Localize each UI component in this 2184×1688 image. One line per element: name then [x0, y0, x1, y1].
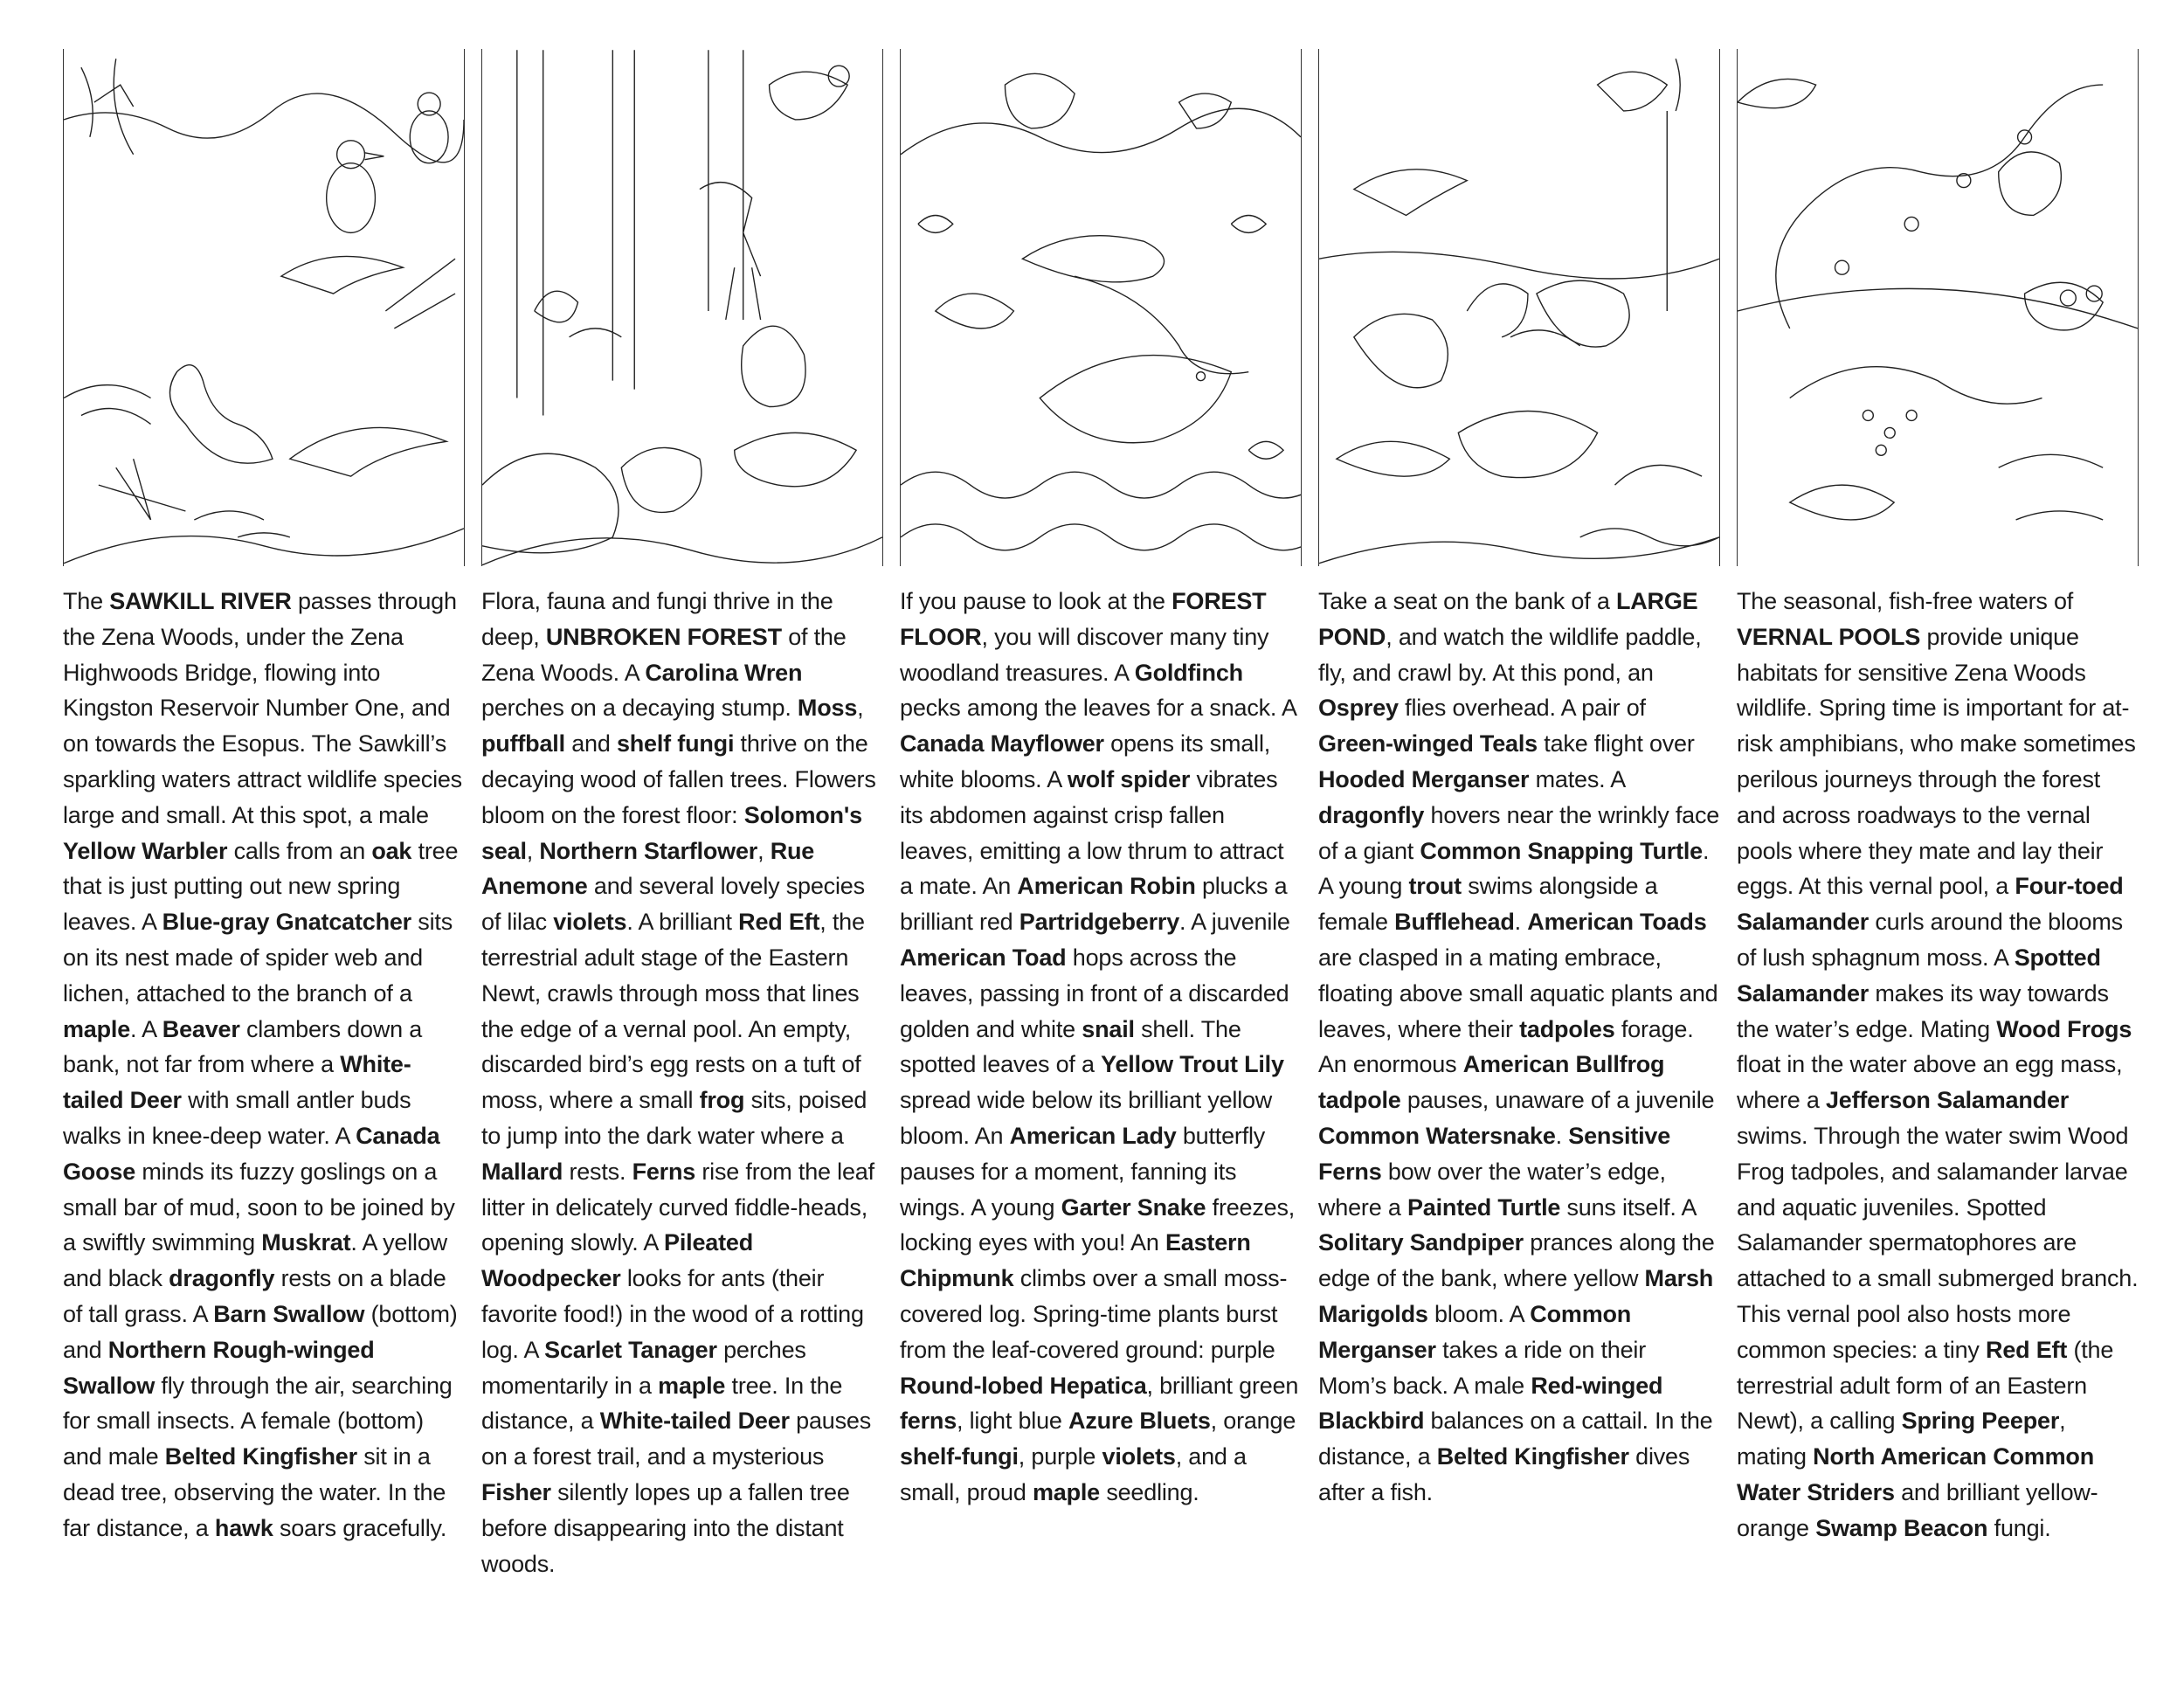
highlighted-term: Sensitive Ferns [1318, 1122, 1671, 1185]
description-text: takes a ride on their Mom’s back. A male [1318, 1336, 1647, 1399]
sawkill-river-illustration [63, 49, 465, 566]
description-text: flies overhead. A pair of [1398, 695, 1646, 722]
description-text: . [1555, 1122, 1569, 1149]
highlighted-term: Solomon's seal [481, 801, 862, 864]
panel-vernal-pools [1737, 49, 2139, 1546]
description-text: prances along the edge of the bank, where yellow [1318, 1229, 1715, 1292]
description-text: pecks among the leaves for a snack. A [900, 695, 1296, 722]
highlighted-term: Rue Anemone [481, 837, 815, 900]
description-text: spread wide below its brilliant yellow bloom. An [900, 1087, 1273, 1149]
description-text: bloom. A [1427, 1300, 1531, 1327]
highlighted-term: Beaver [162, 1015, 240, 1042]
highlighted-term: Partridgeberry [1019, 909, 1180, 936]
description-text: bow over the water’s edge, where a [1318, 1158, 1666, 1221]
description-text: climbs over a small moss-covered log. Spring-time plants burst from the leaf-covered ground: purple [900, 1265, 1288, 1363]
highlighted-term: Spotted Salamander [1737, 944, 2101, 1007]
description-text: clambers down a bank, not far from where a [63, 1015, 423, 1078]
description-text: . A juvenile [1179, 909, 1290, 936]
description-text: freezes, locking eyes with you! An [900, 1193, 1296, 1256]
highlighted-term: Common Snapping Turtle [1420, 837, 1703, 864]
highlighted-term: Hooded Merganser [1318, 765, 1530, 792]
description-text: . [1514, 909, 1528, 936]
description-text: , mating [1737, 1408, 2066, 1470]
description-text: rise from the leaf litter in delicately curved fiddle-heads, opening slowly. A [481, 1158, 874, 1256]
vernal-pools-illustration [1737, 49, 2139, 566]
description-text: , orange [1210, 1408, 1296, 1435]
highlighted-term: shelf-fungi [900, 1443, 1019, 1470]
panel-forest-floor [900, 49, 1302, 1511]
description-text: silently lopes up a fallen tree before disappearing into the distant woods. [481, 1478, 850, 1577]
highlighted-term: Yellow Warbler [63, 837, 228, 864]
description-text: provide unique habitats for sensitive Zena Woods wildlife. Spring time is important for at-risk amphibians, who make sometimes perilous journeys through the forest and across roadways to the vernal pools where they mate and lay their eggs. At this vernal pool, a [1737, 623, 2136, 900]
description-text: are clasped in a mating embrace, floating above small aquatic plants and leaves, where their [1318, 944, 1718, 1042]
description-text: curls around the blooms of lush sphagnum moss. A [1737, 909, 2123, 971]
highlighted-term: Mallard [481, 1158, 563, 1185]
highlighted-term: dragonfly [169, 1265, 275, 1292]
highlighted-term: dragonfly [1318, 801, 1425, 828]
highlighted-term: oak [371, 837, 412, 864]
highlighted-term: maple [63, 1015, 131, 1042]
highlighted-term: White-tailed Deer [63, 1051, 411, 1114]
highlighted-term: Scarlet Tanager [544, 1336, 717, 1363]
highlighted-term: violets [553, 909, 627, 936]
highlighted-term: Barn Swallow [213, 1300, 365, 1327]
description-text: seedling. [1100, 1478, 1199, 1505]
description-text: , you will discover many tiny woodland treasures. A [900, 623, 1269, 686]
highlighted-term: Moss [797, 695, 858, 722]
description-text: The [63, 588, 110, 614]
description-text: opens its small, white blooms. A [900, 730, 1271, 792]
description-text: , [757, 837, 771, 864]
highlighted-term: Spring Peeper [1901, 1408, 2060, 1435]
highlighted-term: Round-lobed Hepatica [900, 1372, 1147, 1399]
highlighted-term: SAWKILL RIVER [109, 588, 292, 614]
large-pond-illustration [1318, 49, 1720, 566]
highlighted-term: Green-winged Teals [1318, 730, 1538, 758]
description-text: sits on its nest made of spider web and lichen, attached to the branch of a [63, 909, 453, 1007]
highlighted-term: Red Eft [738, 909, 820, 936]
description-text: . A yellow and black [63, 1229, 447, 1292]
description-text: plucks a brilliant red [900, 873, 1288, 936]
description-text: and [564, 730, 617, 758]
highlighted-term: Red-winged Blackbird [1318, 1372, 1663, 1435]
description-text: , and a small, proud [900, 1443, 1247, 1505]
highlighted-term: UNBROKEN FOREST [545, 623, 782, 650]
description-text: pauses on a forest trail, and a mysterious [481, 1408, 871, 1470]
description-text: . A brilliant [626, 909, 739, 936]
description-text: suns itself. A [1560, 1193, 1696, 1221]
highlighted-term: American Toads [1527, 909, 1707, 936]
highlighted-term: Wood Frogs [1996, 1015, 2132, 1042]
highlighted-term: Canada Goose [63, 1122, 440, 1185]
highlighted-term: Belted Kingfisher [164, 1443, 357, 1470]
description-text: pauses, unaware of a juvenile [1400, 1087, 1715, 1114]
description-text: forage. An enormous [1318, 1015, 1694, 1078]
description-text: balances on a cattail. In the distance, a [1318, 1408, 1713, 1470]
description-text: , [526, 837, 540, 864]
highlighted-term: wolf spider [1067, 765, 1191, 792]
highlighted-term: Common Merganser [1318, 1300, 1632, 1363]
panel-large-pond [1318, 49, 1720, 1511]
highlighted-term: Painted Turtle [1406, 1193, 1561, 1221]
description-text: , brilliant green [1146, 1372, 1299, 1399]
highlighted-term: Blue-gray Gnatcatcher [162, 909, 411, 936]
description-text: , purple [1018, 1443, 1102, 1470]
description-text: rests on a blade of tall grass. A [63, 1265, 446, 1327]
description-text: passes through the Zena Woods, under the Zena Highwoods Bridge, flowing into Kingston Reservoir Number One, and on towards the Esopus. The Sawkill’s sparkling waters attract wildlife species large and small. At this spot, a male [63, 588, 462, 828]
highlighted-term: Northern Rough-winged Swallow [63, 1336, 375, 1399]
highlighted-term: Belted Kingfisher [1436, 1443, 1629, 1470]
highlighted-term: LARGE POND [1318, 588, 1698, 650]
forest-floor-description [900, 584, 1302, 1511]
highlighted-term: Pileated Woodpecker [481, 1229, 753, 1292]
highlighted-term: hawk [214, 1514, 273, 1541]
highlighted-term: ferns [900, 1408, 957, 1435]
highlighted-term: violets [1102, 1443, 1176, 1470]
highlighted-term: trout [1408, 873, 1462, 900]
description-text: rests. [563, 1158, 632, 1185]
highlighted-term: snail [1082, 1015, 1135, 1042]
description-text: calls from an [227, 837, 372, 864]
description-text: , light blue [957, 1408, 1069, 1435]
highlighted-term: American Robin [1017, 873, 1196, 900]
highlighted-term: Yellow Trout Lily [1101, 1051, 1284, 1078]
unbroken-forest-illustration [481, 49, 883, 566]
description-text: fungi. [1987, 1514, 2051, 1541]
description-text: soars gracefully. [273, 1514, 447, 1541]
description-text: butterfly pauses for a moment, fanning its wings. A young [900, 1122, 1266, 1221]
description-text: , [857, 695, 864, 722]
description-text: sit in a dead tree, observing the water. In the far distance, a [63, 1443, 446, 1541]
description-text: (the terrestrial adult form of an Eastern Newt), a calling [1737, 1336, 2114, 1435]
highlighted-term: Red Eft [1986, 1336, 2068, 1363]
highlighted-term: Common Watersnake [1318, 1122, 1556, 1149]
sawkill-river-description [63, 584, 465, 1546]
description-text: perches momentarily in a [481, 1336, 806, 1399]
description-text: , the terrestrial adult stage of the Eastern Newt, crawls through moss that lines the edge of a vernal pool. An empty, discarded bird’s egg rests on a tuft of moss, where a small [481, 909, 865, 1114]
description-text: take flight over [1537, 730, 1695, 758]
highlighted-term: Goldfinch [1134, 659, 1243, 686]
description-text: dives after a fish. [1318, 1443, 1690, 1505]
highlighted-term: Azure Bluets [1068, 1408, 1211, 1435]
description-text: with small antler buds walks in knee-deep water. A [63, 1087, 411, 1149]
highlighted-term: American Bullfrog tadpole [1318, 1051, 1665, 1114]
description-text: thrive on the decaying wood of fallen trees. Flowers bloom on the forest floor: [481, 730, 876, 828]
panel-sawkill-river [63, 49, 465, 1546]
vernal-pools-description [1737, 584, 2139, 1546]
description-text: shell. The spotted leaves of a [900, 1015, 1241, 1078]
description-text: looks for ants (their favorite food!) in the wood of a rotting log. A [481, 1265, 864, 1363]
highlighted-term: Muskrat [261, 1229, 351, 1256]
description-text: minds its fuzzy goslings on a small bar of mud, soon to be joined by a swiftly swimming [63, 1158, 455, 1256]
highlighted-term: Osprey [1318, 695, 1399, 722]
highlighted-term: Bufflehead [1394, 909, 1515, 936]
description-text: float in the water above an egg mass, where a [1737, 1051, 2123, 1114]
description-text: tree. In the distance, a [481, 1372, 843, 1435]
description-text: swims alongside a female [1318, 873, 1658, 936]
description-text: (bottom) and [63, 1300, 458, 1363]
highlighted-term: maple [658, 1372, 726, 1399]
description-text: and brilliant yellow-orange [1737, 1478, 2098, 1541]
large-pond-description [1318, 584, 1720, 1511]
highlighted-term: maple [1032, 1478, 1101, 1505]
description-text: hovers near the wrinkly face of a giant [1318, 801, 1720, 864]
highlighted-term: Fisher [481, 1478, 551, 1505]
highlighted-term: Canada Mayflower [900, 730, 1104, 758]
highlighted-term: Swamp Beacon [1815, 1514, 1988, 1541]
highlighted-term: Garter Snake [1061, 1193, 1206, 1221]
highlighted-term: American Toad [900, 944, 1067, 971]
description-text: . A young [1318, 837, 1710, 900]
highlighted-term: shelf fungi [616, 730, 735, 758]
highlighted-term: frog [699, 1087, 745, 1114]
highlighted-term: VERNAL POOLS [1737, 623, 1921, 650]
highlighted-term: tadpoles [1519, 1015, 1615, 1042]
description-text: swims. Through the water swim Wood Frog tadpoles, and salamander larvae and aquatic juveniles. Spotted Salamander spermatophores are attached to a small submerged branch. This vernal pool also hosts more common species: a tiny [1737, 1122, 2139, 1363]
description-text: tree that is just putting out new spring leaves. A [63, 837, 459, 936]
description-text: If you pause to look at the [900, 588, 1172, 614]
highlighted-term: Northern Starflower [539, 837, 758, 864]
highlighted-term: Ferns [632, 1158, 696, 1185]
highlighted-term: Jefferson Salamander [1825, 1087, 2070, 1114]
description-text: hops across the leaves, passing in front of a discarded golden and white [900, 944, 1289, 1042]
description-text: , and watch the wildlife paddle, fly, and crawl by. At this pond, an [1318, 623, 1702, 686]
unbroken-forest-description [481, 584, 883, 1581]
highlighted-term: North American Common Water Striders [1737, 1443, 2094, 1505]
description-text: of the Zena Woods. A [481, 623, 847, 686]
description-text: perches on a decaying stump. [481, 695, 798, 722]
description-text: vibrates its abdomen against crisp fallen leaves, emitting a low thrum to attract a mate. An [900, 765, 1284, 900]
forest-floor-illustration [900, 49, 1302, 566]
description-text: fly through the air, searching for small insects. A female (bottom) and male [63, 1372, 453, 1470]
description-text: sits, poised to jump into the dark water where a [481, 1087, 867, 1149]
description-text: The seasonal, fish-free waters of [1737, 588, 2074, 614]
description-text: Take a seat on the bank of a [1318, 588, 1616, 614]
highlighted-term: Eastern Chipmunk [900, 1229, 1251, 1292]
highlighted-term: White-tailed Deer [599, 1408, 790, 1435]
highlighted-term: FOREST FLOOR [900, 588, 1267, 650]
description-text: and several lovely species of lilac [481, 873, 865, 936]
highlighted-term: Carolina Wren [645, 659, 803, 686]
highlighted-term: puffball [481, 730, 565, 758]
highlighted-term: Solitary Sandpiper [1318, 1229, 1524, 1256]
description-text: Flora, fauna and fungi thrive in the deep, [481, 588, 833, 650]
highlighted-term: American Lady [1009, 1122, 1177, 1149]
description-text: makes its way towards the water’s edge. Mating [1737, 979, 2109, 1042]
description-text: . A [130, 1015, 162, 1042]
panel-unbroken-forest [481, 49, 883, 1581]
description-text: mates. A [1529, 765, 1625, 792]
highlighted-term: Four-toed Salamander [1737, 873, 2124, 936]
highlighted-term: Marsh Marigolds [1318, 1265, 1714, 1327]
